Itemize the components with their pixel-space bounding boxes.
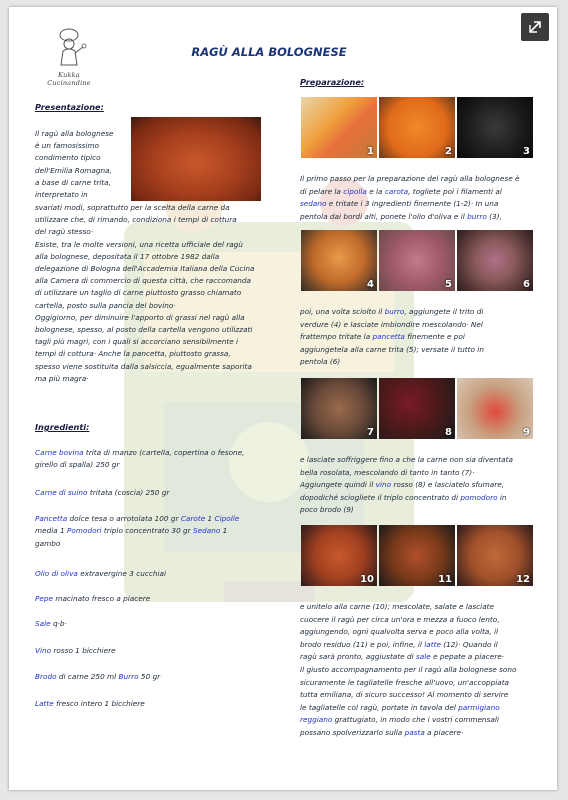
text-fragment: le tagliatelle col ragù, portate in tavola del <box>300 702 459 712</box>
text-fragment: , togliete poi i filamenti al <box>408 186 502 196</box>
text-line: alla bolognese, depositata il 17 ottobre 1982 dalla <box>35 251 220 261</box>
text-fragment: rosso 1 bicchiere <box>51 646 116 655</box>
ingredient-link: Carote <box>180 514 206 523</box>
ingredient-link: vino <box>375 480 392 490</box>
step-photo <box>457 97 533 158</box>
ingredient-item <box>35 568 283 580</box>
text-fragment: q·b· <box>50 619 67 628</box>
logo-caption: Kukka Cucinandine <box>47 71 91 87</box>
text-fragment: media 1 <box>35 526 68 536</box>
ingredient-line <box>35 459 283 471</box>
text-fragment: grattugiato, in modo che i vostri commensali <box>332 715 499 725</box>
ingredient-link: Latte <box>35 699 54 708</box>
ingredient-line <box>35 698 283 710</box>
text-line: alla Camera di commercio di questa città, che raccomanda <box>35 276 252 286</box>
text-line: cartella, posto sulla pancia del bovino· <box>35 300 176 310</box>
ingredient-link: Carne di suino <box>35 488 88 497</box>
text-line: Il ragù alla bolognese <box>35 129 114 138</box>
ingredient-item <box>35 618 283 630</box>
photo-number: 2 <box>445 146 452 157</box>
step-line <box>300 677 545 690</box>
step-line <box>300 714 545 727</box>
step-line <box>300 601 545 614</box>
ingredient-link: cipolla <box>343 186 367 196</box>
ingredient-line <box>35 447 283 459</box>
step-line <box>300 454 545 467</box>
step-line <box>300 186 545 199</box>
ingredient-line <box>35 618 283 630</box>
ingredient-link: Cipolle <box>214 514 240 523</box>
step-photo <box>379 525 455 586</box>
text-fragment: finemente e poi <box>404 332 465 342</box>
text-fragment: 50 gr <box>138 672 161 681</box>
text-fragment: macinato fresco a piacere <box>53 594 151 603</box>
text-fragment: di carne 250 ml <box>56 672 119 681</box>
text-fragment: 1 <box>205 514 215 523</box>
text-fragment: e lasciate soffriggere fino a che la carne non sia diventata <box>300 455 513 464</box>
expand-button[interactable] <box>521 13 549 41</box>
text-fragment: tritata (coscia) 250 gr <box>87 488 170 497</box>
text-fragment: rosso (8) e lasciatelo sfumare, <box>391 480 505 490</box>
text-fragment: Il primo passo per la preparazione del ragù alla bolognese è <box>300 174 520 183</box>
text-line: svariati modi, soprattutto per la scelta della carne da <box>35 203 230 212</box>
photo-number: 6 <box>523 279 530 290</box>
step-line <box>300 173 545 186</box>
ingredient-item <box>35 513 283 550</box>
step-photo <box>379 378 455 439</box>
ingredient-item <box>35 487 283 499</box>
preparation-step <box>300 173 545 223</box>
step-photo <box>301 378 377 439</box>
preparation-step <box>300 601 545 740</box>
text-fragment: Il giusto accompagnamento per il ragù alla bolognese sono <box>300 664 517 674</box>
ingredient-item <box>35 645 283 657</box>
ingredient-link: burro <box>384 307 405 316</box>
ingredient-item <box>35 593 283 605</box>
ingredient-link: parmigiano <box>458 702 500 712</box>
text-fragment: poi, una volta sciolto il <box>300 307 385 316</box>
preparation-step <box>300 306 545 369</box>
text-fragment: verdure (4) e lasciate imbiondire mescolando· Nel <box>300 319 483 329</box>
text-fragment: girello di spalla) 250 gr <box>35 460 120 470</box>
text-fragment: extravergine 3 cucchiai <box>77 569 167 578</box>
text-fragment: (3), <box>486 211 502 221</box>
text-fragment: Aggiungete quindi il <box>300 480 376 490</box>
text-line: condimento tipico <box>35 153 101 163</box>
text-line: Esiste, tra le molte versioni, una ricetta ufficiale del ragù <box>35 239 243 249</box>
preparation-step <box>300 454 545 517</box>
step-line <box>300 702 545 715</box>
text-fragment: trita di manzo (cartella, copertina o fesone, <box>83 448 245 457</box>
text-fragment: a piacere· <box>424 727 464 737</box>
text-fragment: (12)· Quando il <box>440 639 498 649</box>
text-fragment: dopodiché sciogliete il triplo concentrato di <box>300 492 461 502</box>
text-line: di utilizzare un taglio di carne piuttosto grasso chiamato <box>35 288 242 298</box>
text-fragment: pentola (6) <box>300 357 341 367</box>
step-line <box>300 689 545 702</box>
step-line <box>300 344 545 357</box>
presentazione-intro <box>35 128 130 201</box>
ingredienti-heading: Ingredienti: <box>35 422 90 432</box>
text-fragment: , aggiungete il trito di <box>404 307 484 316</box>
photo-number: 9 <box>523 427 530 438</box>
text-line: a base di carne trita, <box>35 177 111 187</box>
photo-number: 1 <box>367 146 374 157</box>
photo-number: 7 <box>367 427 374 438</box>
expand-icon <box>528 20 542 34</box>
chef-logo <box>39 27 99 87</box>
text-line: delegazione di Bologna dell'Accademia Italiana della Cucina <box>35 264 255 274</box>
text-fragment: in <box>497 492 507 502</box>
ingredient-line <box>35 645 283 657</box>
text-fragment: poco brodo (9) <box>300 505 354 515</box>
ingredient-link: pasta <box>404 727 425 737</box>
recipe-page <box>9 7 557 790</box>
ingredient-link: Pomodori <box>67 526 102 536</box>
presentazione-heading: Presentazione: <box>35 102 104 112</box>
ingredient-line <box>35 568 283 580</box>
chef-icon <box>49 27 89 67</box>
text-fragment: cuocere il ragù per circa un'ora e mezza a fuoco lento, <box>300 614 500 624</box>
step-line <box>300 198 545 211</box>
ingredient-link: pomodoro <box>460 492 498 502</box>
text-fragment: di pelare la <box>300 186 344 196</box>
photo-number: 10 <box>360 574 374 585</box>
text-fragment: sicuramente le tagliatelle fresche all'uovo, un'accoppiata <box>300 677 510 687</box>
text-line: spesso viene sostituita dalla salsiccia, egualmente saporita <box>35 361 252 371</box>
step-line <box>300 331 545 344</box>
step-line <box>300 356 545 369</box>
step-line <box>300 664 545 677</box>
step-line <box>300 306 545 319</box>
text-fragment: triplo concentrato 30 gr <box>101 526 193 536</box>
step-line <box>300 614 545 627</box>
text-fragment: fresco intero 1 bicchiere <box>53 699 145 708</box>
photo-number: 8 <box>445 427 452 438</box>
ragu-pot-photo <box>131 117 261 201</box>
ingredient-link: Pepe <box>35 594 54 603</box>
text-line: utilizzare che, di rimando, condiziona i tempi di cottura <box>35 215 237 225</box>
ingredient-link: Sedano <box>193 526 221 536</box>
step-photo <box>457 525 533 586</box>
text-line: ma più magra· <box>35 373 89 383</box>
text-line: tempi di cottura· Anche la pancetta, piuttosto grassa, <box>35 349 231 359</box>
ingredient-line <box>35 538 283 550</box>
text-fragment: gambo <box>35 538 61 548</box>
step-line <box>300 504 545 517</box>
text-fragment: bella rosolata, mescolando di tanto in tanto (7)· <box>300 467 475 477</box>
text-fragment: aggiungetela alla carne trita (5); versate il tutto in <box>300 344 484 354</box>
step-photo <box>301 230 377 291</box>
ingredient-item <box>35 671 283 683</box>
step-photo <box>379 230 455 291</box>
text-fragment: e tritate i 3 ingredienti finemente (1-2)· In una <box>326 199 499 209</box>
ingredient-line <box>35 593 283 605</box>
ingredient-link: Olio di oliva <box>35 569 78 578</box>
step-line <box>300 727 545 740</box>
step-line <box>300 319 545 332</box>
presentazione-body <box>35 202 285 385</box>
ingredient-link: Brodo <box>35 672 57 681</box>
text-fragment: frattempo tritate la <box>300 332 373 342</box>
ingredient-link: sale <box>415 652 431 662</box>
text-line: Oggigiorno, per diminuire l'apporto di grassi nel ragù alla <box>35 312 245 322</box>
ingredient-link: sedano <box>300 199 327 209</box>
ingredient-link: Pancetta <box>35 514 68 523</box>
ingredient-line <box>35 525 283 537</box>
photo-number: 5 <box>445 279 452 290</box>
ingredient-item <box>35 698 283 710</box>
text-fragment: tutta emiliana, di sicuro successo! Al momento di servire <box>300 690 509 700</box>
ingredient-line <box>35 487 283 499</box>
text-fragment: e pepate a piacere· <box>430 652 505 662</box>
step-line <box>300 651 545 664</box>
step-photo <box>457 230 533 291</box>
text-fragment: pentola dai bordi alti, ponete l'olio d'oliva e il <box>300 211 468 221</box>
ingredient-link: Burro <box>118 672 139 681</box>
text-line: dell'Emilia Romagna, <box>35 165 112 175</box>
step-line <box>300 479 545 492</box>
text-fragment: e unitelo alla carne (10); mescolate, salate e lasciate <box>300 602 495 611</box>
text-fragment: aggiungendo, ogni qualvolta serva e poco alla volta, il <box>300 627 499 637</box>
ingredient-link: latte <box>424 639 441 649</box>
ingredient-link: burro <box>467 211 487 221</box>
ingredient-link: carota <box>384 186 409 196</box>
photo-number: 3 <box>523 146 530 157</box>
step-line <box>300 211 545 224</box>
text-fragment: e la <box>366 186 385 196</box>
step-line <box>300 492 545 505</box>
step-photo <box>301 97 377 158</box>
step-photo <box>379 97 455 158</box>
photo-number: 11 <box>438 574 452 585</box>
ingredient-line <box>35 513 283 525</box>
ingredient-link: Carne bovina <box>35 448 84 457</box>
ingredient-item <box>35 447 283 472</box>
text-fragment: possano spolverizzarlo sulla <box>300 727 405 737</box>
step-photo <box>457 378 533 439</box>
step-photo <box>301 525 377 586</box>
text-line: tagli più magri, con i quali si accorciano sensibilmente i <box>35 337 239 347</box>
text-line: del ragù stesso· <box>35 227 94 237</box>
ingredient-link: Sale <box>35 619 51 628</box>
ingredient-link: reggiano <box>300 715 333 725</box>
text-line: interpretato in <box>35 190 88 200</box>
ingredient-link: Vino <box>35 646 52 655</box>
page-title: RAGÙ ALLA BOLOGNESE <box>191 45 347 59</box>
text-line: bolognese, spesso, al posto della cartella vengono utilizzati <box>35 325 253 335</box>
ingredient-line <box>35 671 283 683</box>
ingredient-link: pancetta <box>372 332 405 342</box>
photo-number: 4 <box>367 279 374 290</box>
text-fragment: brodo residuo (11) e poi, infine, il <box>300 639 425 649</box>
text-fragment: ragù sarà pronto, aggiustate di <box>300 652 416 662</box>
text-line: è un famosissimo <box>35 141 100 151</box>
text-fragment: 1 <box>220 526 228 536</box>
photo-number: 12 <box>516 574 530 585</box>
step-line <box>300 639 545 652</box>
text-fragment: dolce tesa o arrotolata 100 gr <box>67 514 181 523</box>
preparazione-heading: Preparazione: <box>300 77 365 87</box>
step-line <box>300 626 545 639</box>
step-line <box>300 467 545 480</box>
